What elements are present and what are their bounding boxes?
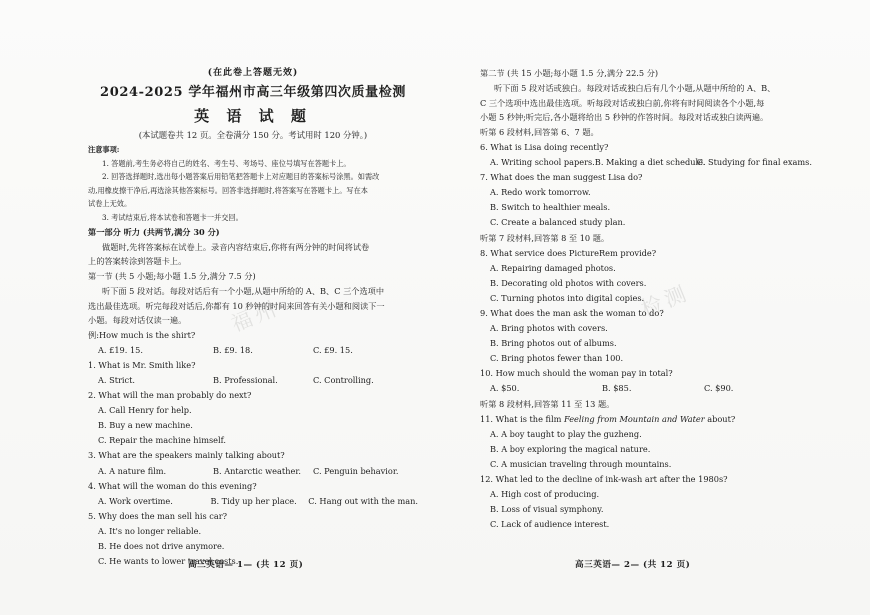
option: B. Buy a new machine. — [98, 420, 193, 431]
question-11-suffix: about? — [704, 413, 736, 424]
notes-heading: 注意事项: — [88, 145, 120, 154]
part1-paragraph: 上的答案转涂到答题卡上。 — [88, 256, 187, 267]
section2-paragraph: C 三个选项中选出最佳选项。听每段对话或独白前,你将有时间阅读各个小题,每 — [480, 97, 765, 108]
exam-title: 2024-2025 学年福州市高三年级第四次质量检测 — [100, 85, 406, 100]
option: B. He does not drive anymore. — [98, 541, 225, 552]
section2-heading: 第二节 (共 15 小题;每小题 1.5 分,满分 22.5 分) — [480, 68, 659, 78]
part1-heading: 第一部分 听力 (共两节,满分 30 分) — [88, 226, 220, 237]
question-10: 10. How much should the woman pay in total? — [480, 368, 673, 379]
note-item: 动,用橡皮擦干净后,再选涂其他答案标号。回答非选择题时,将答案写在答题卡上。写在本 — [88, 185, 368, 195]
option: C. Lack of audience interest. — [490, 519, 610, 530]
option: B. $85. — [602, 383, 632, 394]
option: B. Bring photos out of albums. — [490, 338, 617, 349]
option: A. A boy taught to play the guzheng. — [490, 428, 642, 439]
question-3-options — [88, 464, 418, 479]
question-2: 2. What will the man probably do next? — [88, 390, 252, 401]
option: C. He wants to lower travel costs. — [98, 556, 239, 567]
option: A. Writing school papers. — [490, 157, 595, 168]
note-item: 3. 考试结束后,将本试卷和答题卡一并交回。 — [102, 212, 243, 222]
page-footer-left: 高三英语— 1— (共 12 页) — [188, 560, 304, 570]
note-item: 试卷上无效。 — [88, 199, 132, 209]
option: A. $50. — [490, 383, 520, 394]
question-6: 6. What is Lisa doing recently? — [480, 141, 609, 152]
section1-paragraph: 听下面 5 段对话。每段对话后有一个小题,从题中所给的 A、B、C 三个选项中 — [102, 285, 385, 296]
option: C. Studying for final exams. — [696, 157, 812, 168]
question-11-text: 11. What is the film — [480, 413, 564, 424]
question-10-options — [480, 381, 810, 396]
section2-paragraph: 听下面 5 段对话或独白。每段对话或独白后有几个小题,从题中所给的 A、B、 — [494, 83, 776, 94]
material-6-heading: 听第 6 段材料,回答第 6、7 题。 — [480, 126, 599, 137]
question-7: 7. What does the man suggest Lisa do? — [480, 172, 643, 183]
note-item: 2. 回答选择题时,选出每小题答案后用铅笔把答题卡上对应题目的答案标号涂黑。如需改 — [102, 172, 380, 182]
option: B. Professional. — [213, 375, 278, 385]
section1-paragraph: 小题。每段对话仅读一遍。 — [88, 315, 187, 326]
question-12: 12. What led to the decline of ink-wash art after the 1980s? — [480, 474, 728, 485]
material-8-heading: 听第 8 段材料,回答第 11 至 13 题。 — [480, 398, 615, 409]
question-1: 1. What is Mr. Smith like? — [88, 359, 196, 370]
question-3: 3. What are the speakers mainly talking about? — [88, 450, 285, 461]
option: C. Controlling. — [313, 375, 374, 385]
option: C. Turning photos into digital copies. — [490, 292, 645, 303]
option: A. Bring photos with covers. — [490, 323, 608, 334]
question-4-options — [88, 494, 418, 509]
section2-paragraph: 小题 5 秒钟;听完后,各小题将给出 5 秒钟的作答时间。每段对话或独白读两遍。 — [480, 112, 769, 123]
question-11 — [480, 412, 810, 427]
invalid-notice: (在此卷上答题无效) — [207, 68, 299, 78]
question-4: 4. What will the woman do this evening? — [88, 480, 257, 491]
option: C. A musician traveling through mountains. — [490, 458, 672, 469]
section1-heading: 第一节 (共 5 小题;每小题 1.5 分,满分 7.5 分) — [88, 270, 256, 281]
exam-info: (本试题卷共 12 页。全卷满分 150 分。考试用时 120 分钟。) — [138, 130, 368, 140]
question-1-options — [88, 373, 418, 388]
right-page — [480, 66, 810, 532]
question-6-options — [480, 155, 810, 170]
note-item: 1. 答题前,考生务必将自己的姓名、考生号、考场号、座位号填写在答题卡上。 — [102, 158, 351, 168]
left-page — [88, 66, 418, 569]
option: A. Call Henry for help. — [98, 405, 192, 416]
option: C. Repair the machine himself. — [98, 435, 226, 446]
option: C. Penguin behavior. — [313, 465, 399, 476]
example-options — [88, 343, 418, 358]
option: C. Bring photos fewer than 100. — [490, 353, 624, 364]
part1-paragraph: 做题时,先将答案标在试卷上。录音内容结束后,你将有两分钟的时间将试卷 — [102, 241, 370, 252]
subject-title: 英 语 试 题 — [194, 107, 312, 125]
option: A. A nature film. — [98, 465, 167, 476]
option: B. Making a diet schedule. — [594, 157, 706, 168]
watermark: 福州 — [227, 295, 284, 337]
question-9: 9. What does the man ask the woman to do? — [480, 308, 664, 318]
option: C. £9. 15. — [313, 344, 353, 355]
page-footer-right: 高三英语— 2— (共 12 页) — [575, 560, 691, 570]
option: A. Repairing damaged photos. — [490, 262, 616, 273]
option: B. Switch to healthier meals. — [490, 202, 611, 213]
option: B. Loss of visual symphony. — [490, 504, 604, 515]
option: A. Work overtime. — [98, 495, 173, 506]
question-5: 5. Why does the man sell his car? — [88, 510, 228, 521]
option: B. A boy exploring the magical nature. — [490, 443, 651, 454]
option: A. £19. 15. — [98, 344, 143, 355]
option: B. Antarctic weather. — [213, 465, 301, 476]
option: C. $90. — [704, 383, 734, 394]
question-8: 8. What service does PictureRem provide? — [480, 247, 657, 258]
option: A. High cost of producing. — [490, 489, 600, 500]
option: C. Hang out with the man. — [308, 495, 418, 506]
material-7-heading: 听第 7 段材料,回答第 8 至 10 题。 — [480, 232, 610, 243]
option: A. Redo work tomorrow. — [490, 187, 591, 198]
option: B. £9. 18. — [213, 344, 253, 355]
option: B. Tidy up her place. — [210, 495, 297, 506]
option: B. Decorating old photos with covers. — [490, 277, 647, 288]
watermark: 检测 — [637, 280, 694, 322]
section1-paragraph: 选出最佳选项。听完每段对话后,你都有 10 秒钟的时间来回答有关小题和阅读下一 — [88, 300, 385, 311]
option: A. It's no longer reliable. — [98, 525, 202, 536]
film-title: Feeling from Mountain and Water — [563, 413, 705, 424]
option: C. Create a balanced study plan. — [490, 217, 626, 228]
option: A. Strict. — [98, 375, 136, 385]
example-question: 例:How much is the shirt? — [88, 329, 196, 340]
